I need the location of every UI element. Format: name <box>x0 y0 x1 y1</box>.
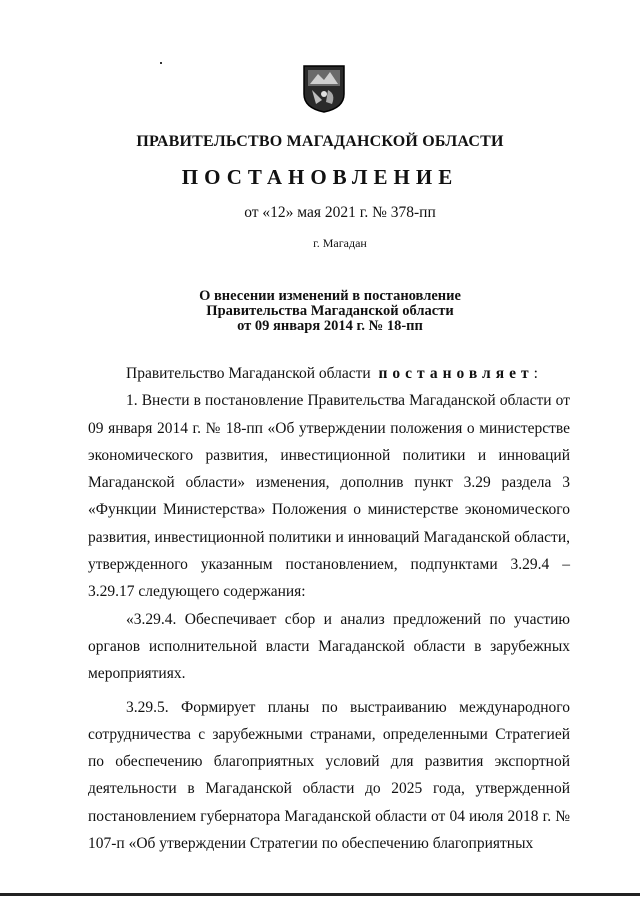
intro-colon: : <box>533 365 538 382</box>
document-number-date: от «12» мая 2021 г. № 378-пп <box>244 204 436 221</box>
scan-edge-line <box>0 893 640 896</box>
coat-of-arms-icon <box>302 64 346 114</box>
intro-text: Правительство Магаданской области <box>126 365 371 382</box>
paragraph-3-29-4: «3.29.4. Обеспечивает сбор и анализ предложений по участию органов исполнительной власти Магаданской области в зарубежных мероприятиях. <box>88 610 570 683</box>
subject-line: от 09 января 2014 г. № 18-пп <box>237 318 423 334</box>
paragraph-1: 1. Внести в постановление Правительства Магаданской области от 09 января 2014 г. № 18-пп «Об утверждении положения о министерстве экономического развития, инвестиционной политики и инноваций Магаданской области» изменения, дополнив пункт 3.29 раздела 3 «Функции Министерства» Положения о министерстве экономического развития, инвестиционной политики и инноваций Магаданской области, утвержденного указанным постановлением, подпунктами 3.29.4 – 3.29.17 следующего содержания: <box>88 392 570 601</box>
intro-verb: постановляет <box>378 365 534 382</box>
document-subject <box>0 289 640 334</box>
document-city: г. Магадан <box>313 236 367 250</box>
subject-line: Правительства Магаданской области <box>206 303 454 319</box>
document-type: ПОСТАНОВЛЕНИЕ <box>181 165 459 189</box>
intro-paragraph <box>88 360 570 387</box>
scan-speck <box>160 62 162 64</box>
subject-line: О внесении изменений в постановление <box>199 288 461 304</box>
organization-title: ПРАВИТЕЛЬСТВО МАГАДАНСКОЙ ОБЛАСТИ <box>136 133 504 150</box>
paragraph-3-29-5: 3.29.5. Формирует планы по выстраиванию международного сотрудничества с зарубежными странами, определенными Стратегией по обеспечению благоприятных условий для развития экспортной деятельности в Магаданской области до 2025 года, утвержденной постановлением губернатора Магаданской области от 04 июля 2018 г. № 107-п «Об утверждении Стратегии по обеспечению благоприятных <box>88 698 570 853</box>
document-body <box>88 360 570 857</box>
